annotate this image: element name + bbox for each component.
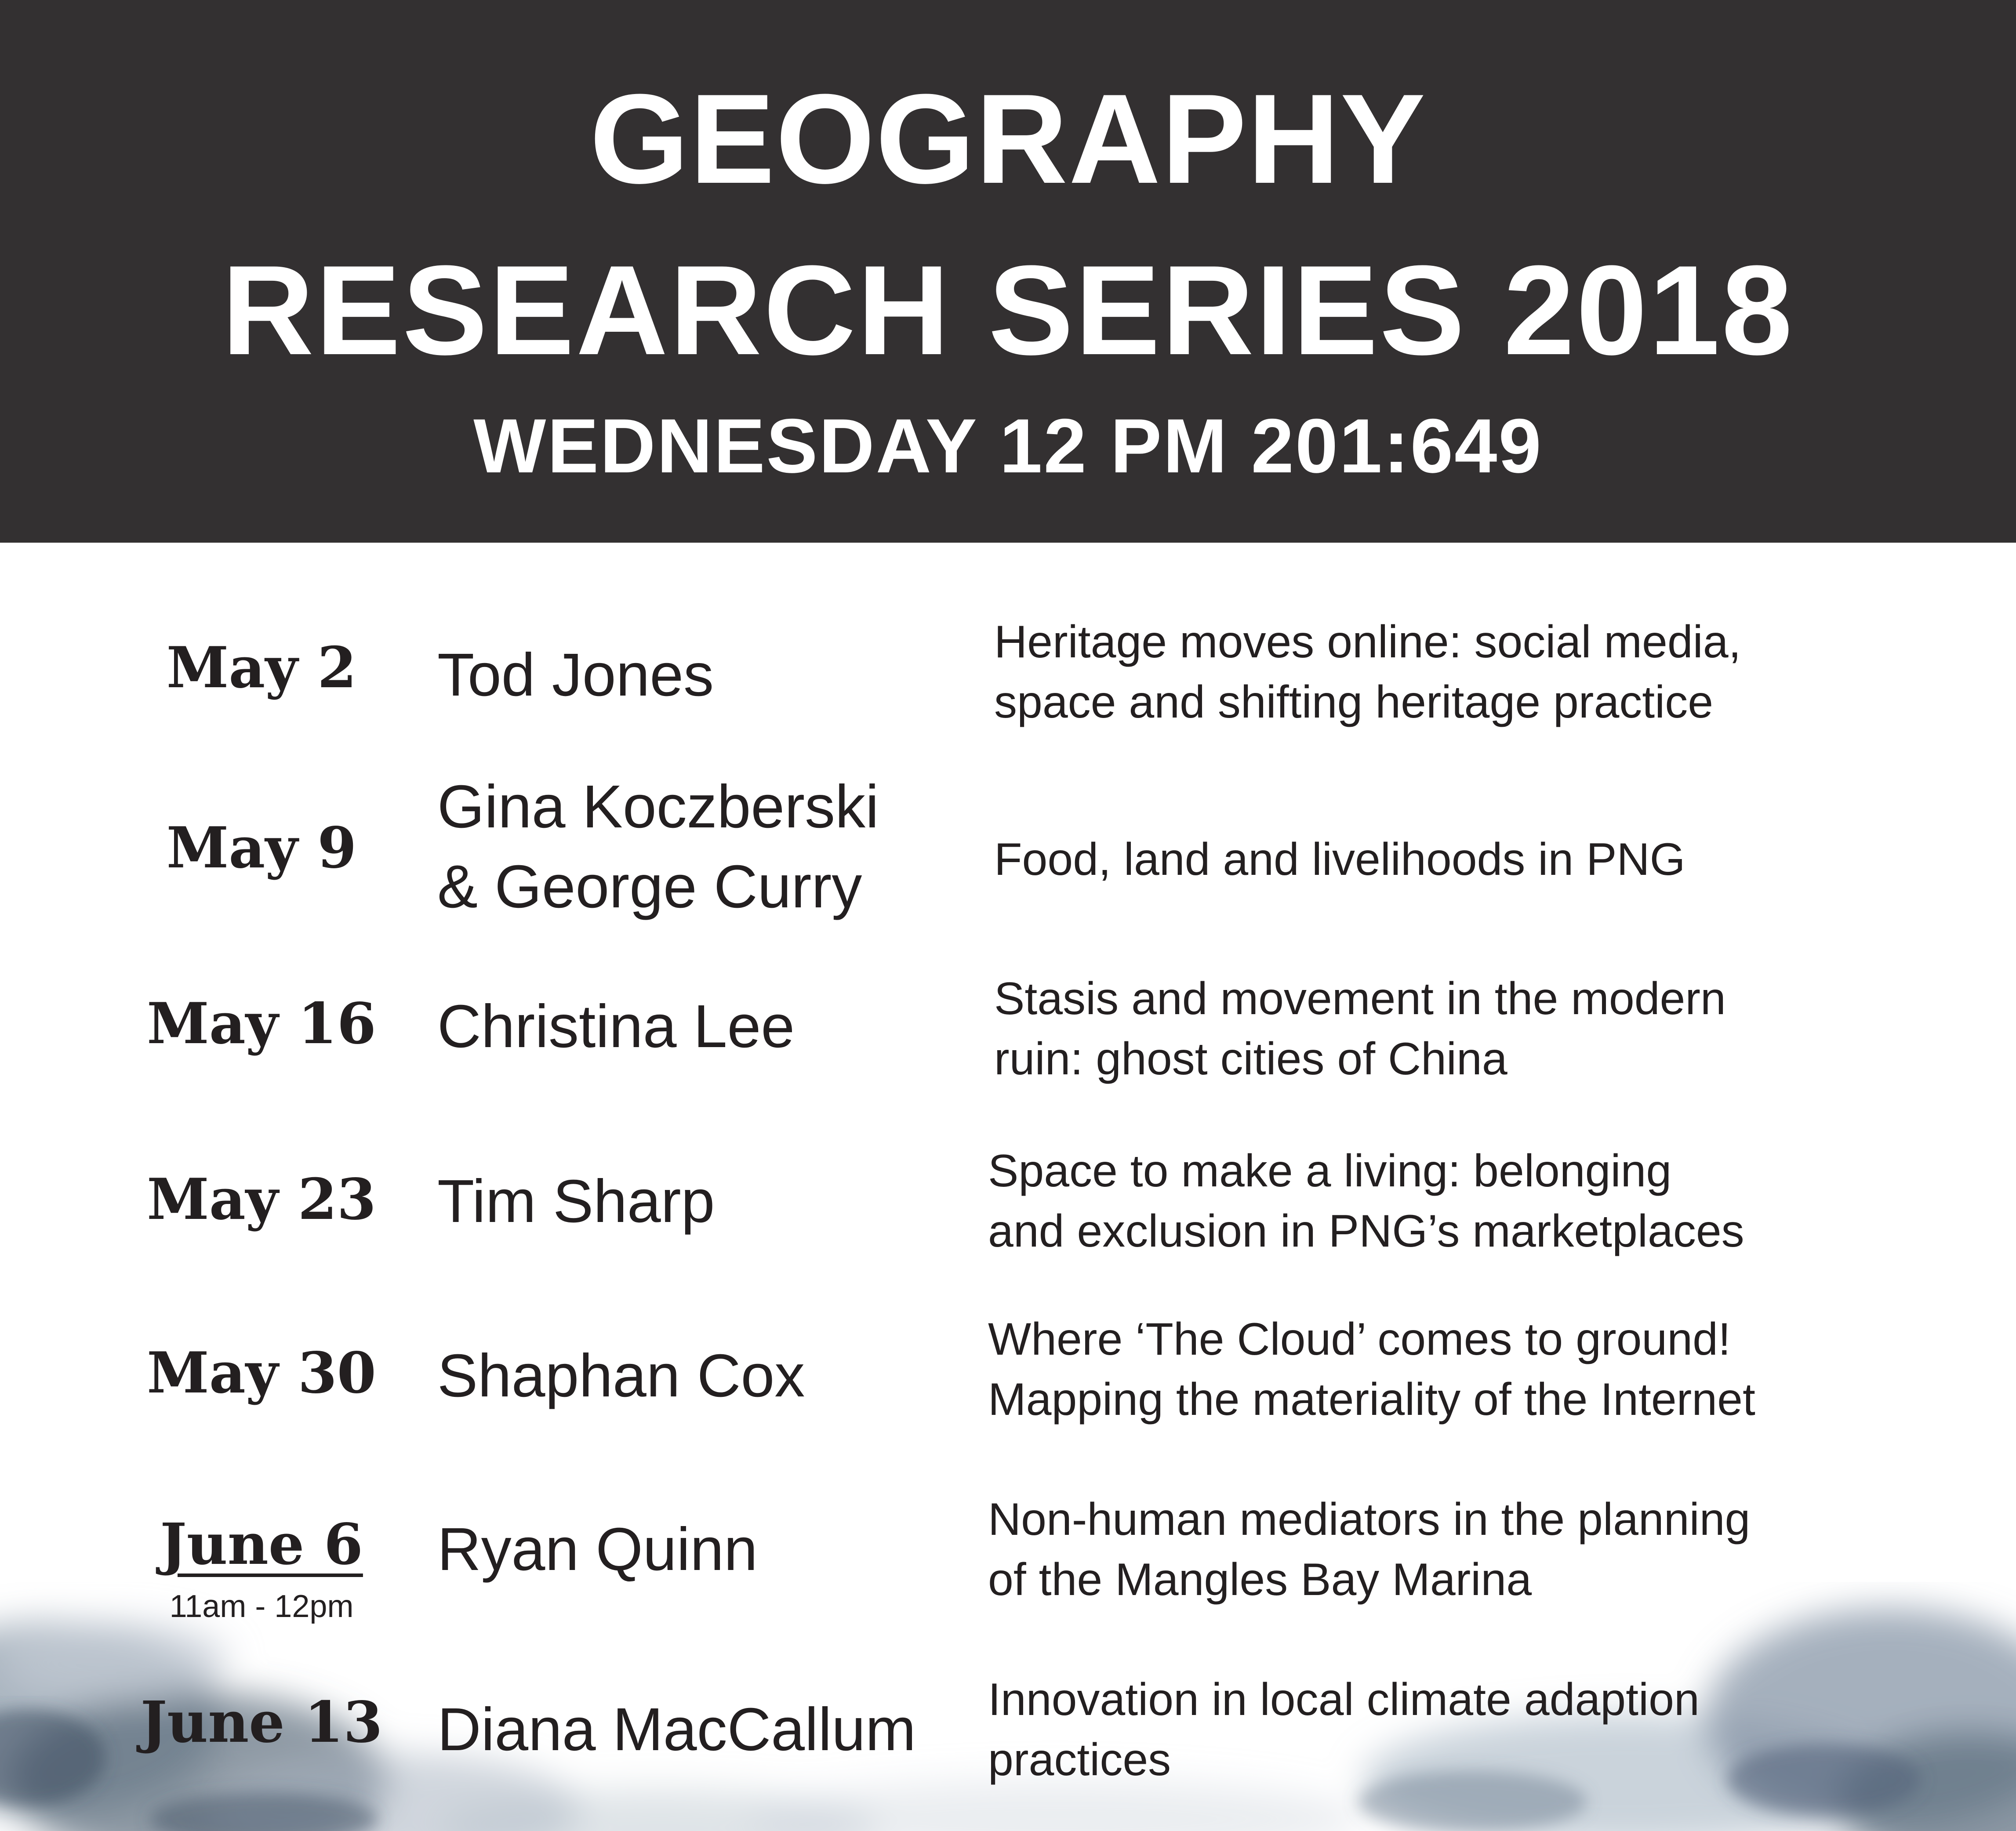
time-note: 11am - 12pm — [169, 1589, 354, 1624]
talk-title-line-1: Where ‘The Cloud’ comes to ground! — [988, 1314, 1731, 1365]
speaker-name: Christina Lee — [437, 993, 795, 1060]
talk-date: May 23 — [147, 1167, 376, 1233]
talk-title-line-1: Non-human mediators in the planning — [988, 1494, 1751, 1545]
talk-title-line-1: Stasis and movement in the modern — [994, 973, 1726, 1024]
title-line-2: RESEARCH SERIES 2018 — [222, 239, 1794, 381]
talk-date: May 30 — [147, 1340, 376, 1406]
header-banner — [0, 0, 2016, 543]
talk-title-line-1: Space to make a living: belonging — [988, 1146, 1672, 1196]
talk-title-line-1: Innovation in local climate adaption — [988, 1674, 1700, 1725]
talk-title-line-2: Mapping the materiality of the Internet — [988, 1374, 1755, 1425]
speaker-name-line-2: & George Curry — [437, 853, 862, 921]
talk-date: May 2 — [166, 635, 357, 701]
speaker-name: Ryan Quinn — [437, 1516, 758, 1583]
talk-title-line-2: space and shifting heritage practice — [994, 677, 1714, 728]
talk-date: June 6 — [160, 1512, 363, 1577]
talk-title-line-2: ruin: ghost cities of China — [994, 1033, 1507, 1084]
title-line-1: GEOGRAPHY — [589, 68, 1427, 210]
talk-date: May 9 — [166, 815, 357, 881]
speaker-name: Shaphan Cox — [437, 1342, 805, 1410]
talk-date: May 16 — [147, 991, 376, 1057]
talk-title-line-2: of the Mangles Bay Marina — [988, 1554, 1532, 1605]
speaker-name: Tod Jones — [437, 641, 714, 709]
session-time-location: WEDNESDAY 12 PM 201:649 — [473, 403, 1543, 489]
talk-title-line-2: and exclusion in PNG’s marketplaces — [988, 1206, 1744, 1257]
speaker-name: Tim Sharp — [437, 1167, 715, 1235]
talk-title-line-1: Heritage moves online: social media, — [994, 616, 1741, 667]
talk-title-line-1: Food, land and livelihoods in PNG — [994, 834, 1685, 885]
speaker-name-line-1: Gina Koczberski — [437, 773, 879, 841]
talk-title-line-2: practices — [988, 1734, 1171, 1785]
speaker-name: Diana MacCallum — [437, 1696, 916, 1763]
talk-date: June 13 — [140, 1690, 383, 1755]
